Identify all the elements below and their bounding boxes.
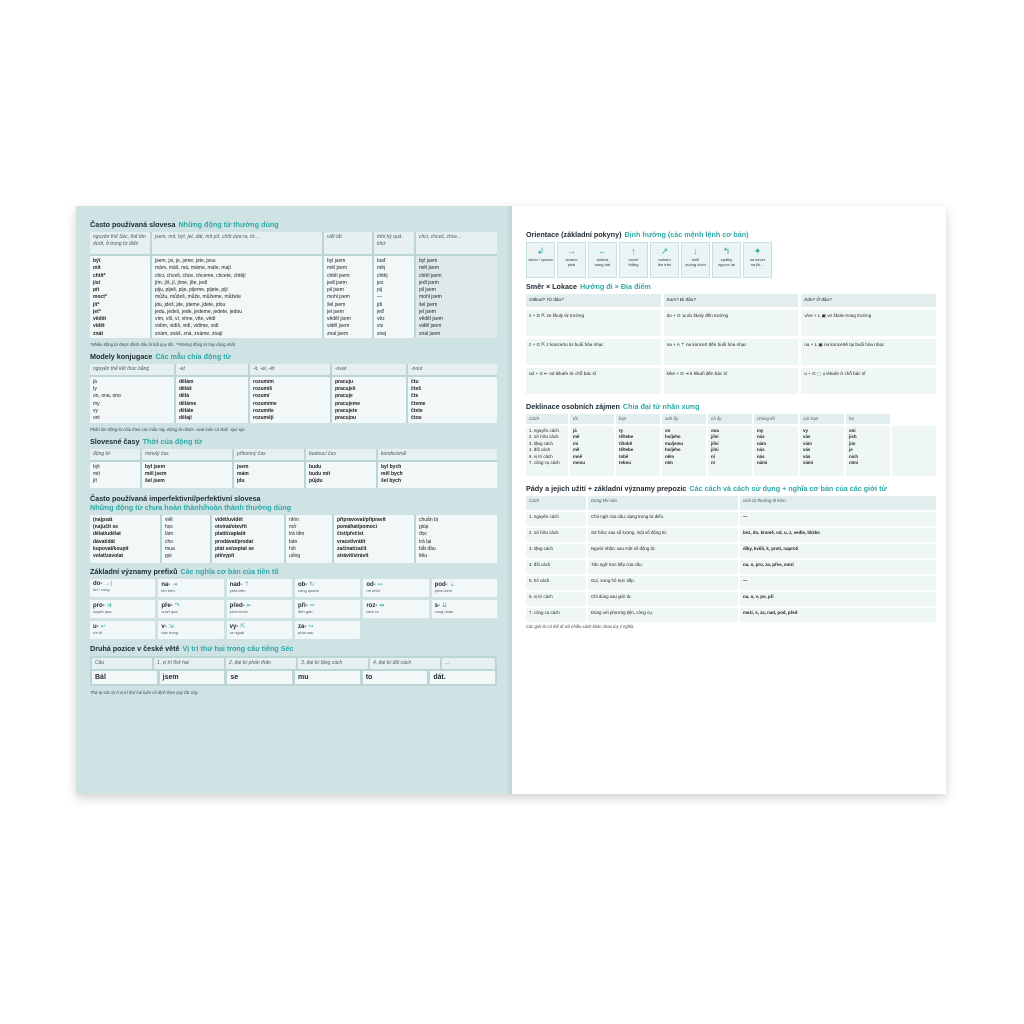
- prefix-icon: ↩: [100, 623, 106, 630]
- case-row: [526, 576, 936, 590]
- case-row: [526, 592, 936, 606]
- section-orientation-title: Orientace (základní pokyny) Định hướng (các mệnh lệnh cơ bản): [526, 230, 749, 239]
- pronoun-column: ty tě/tebe ti/tobě tě/tebe tobě tebou: [616, 426, 660, 476]
- pronoun-header-cell: các bạn: [800, 414, 844, 424]
- aspect-table: (na)psát (na)učit se dělat/udělat dávat/dát kupovat/koupit volat/zavolat viết học làm cho mua gọi vidět/uvidět otvírat/otevřít platit/zaplatit prodávat/prodat ptát se/zeptat se pít/vypít nhìn mở trả tiền bán hỏi uống připravovat/připravit pomáhat/pomoci číst/přečíst vracet/vrátit začínat/začít strávit/strávit chuẩn bị giúp đọc trả lại bắt đầu tiêu: [90, 515, 497, 563]
- direction-arrow-icon: ✦: [753, 246, 762, 256]
- cases-header: Cách Dùng khi nào Giới từ thường đi kèm: [526, 496, 936, 510]
- prefix-icon: ⇲: [168, 623, 174, 630]
- prefix-label: pro-: [93, 602, 105, 609]
- pronoun-header-cell: Cách: [526, 414, 568, 424]
- direction-label: na sever na jih…: [749, 257, 766, 267]
- pronoun-empty-cell: [892, 426, 936, 476]
- pronoun-case-column: 1. nguyên cách 2. sở hữu cách 3. tặng cách 4. đối cách 6. vị trí cách 7. công cụ cách: [526, 426, 568, 476]
- direction-item: [650, 242, 679, 278]
- section-common-verbs-title: Často používaná slovesa Những động từ thường dùng: [90, 220, 279, 229]
- pronoun-header-cell: bạn: [616, 414, 660, 424]
- direction-arrow-icon: ↲: [536, 246, 545, 256]
- prefix-icon: ⇥: [172, 581, 178, 588]
- prefix-meaning: tới / xong: [93, 586, 110, 592]
- section-aspect-title: Často používaná imperfektivní/perfektivní slovesa Những động từ chưa hoàn thành/hoàn thành thường dùng: [90, 493, 292, 512]
- prefix-item: [158, 579, 223, 597]
- prefix-label: při-: [298, 602, 308, 609]
- prefix-label: do-: [93, 580, 103, 587]
- prefix-item: [363, 600, 428, 618]
- case-cell: díky, kvůli, k, proti, naproti: [740, 544, 936, 558]
- pronoun-header: [526, 414, 936, 424]
- case-cell: na, o, pro, za, přes, mezi: [740, 560, 936, 574]
- prefix-meaning: vòng quanh: [298, 587, 319, 593]
- pronoun-header-cell: chúng tôi: [754, 414, 798, 424]
- prefix-item: [363, 579, 428, 597]
- direction-label: dolů xuống dưới: [685, 257, 706, 267]
- booklet: [76, 206, 946, 794]
- case-cell: 5. hô cách: [526, 576, 586, 590]
- prefix-icon: ⇨: [309, 602, 315, 609]
- direction-item: [526, 242, 555, 278]
- direction-arrow-icon: ←: [598, 246, 607, 256]
- prefix-label: před-: [229, 602, 245, 609]
- direction-location-cell: do + G ⇲ do školy đến trường: [664, 310, 799, 336]
- section-second-position-title: Druhá pozice v české větě Vị trí thứ hai trong câu tiếng Séc: [90, 643, 294, 653]
- tenses-table: động từ minulý čas přítomný čas budoucí čas kondicionál být mít jít byl jsem měl jsem šel jsem jsem mám jdu budu budu mít půjdu byl bych měl bych šel bych: [90, 449, 497, 488]
- pronoun-column: vy vás vám vás vás vámi: [800, 426, 844, 476]
- prefix-icon: ⇹: [379, 602, 385, 609]
- prefix-label: ob-: [298, 581, 308, 588]
- direction-label: zpátky ngược lại: [718, 257, 735, 267]
- prefix-label: roz-: [366, 602, 378, 609]
- word-6: dát.: [430, 671, 495, 684]
- word-1: Bál: [92, 671, 157, 684]
- pronoun-header-cell: anh ấy: [662, 414, 706, 424]
- direction-location-grid: [526, 310, 936, 394]
- prefix-meaning: phía sau: [298, 629, 314, 635]
- section-conjugation-title: Modely konjugace Các mẫu chia động từ: [90, 351, 231, 361]
- prefix-meaning: phía dưới: [434, 587, 452, 593]
- direction-location-cell: na + A ⇡ na koncert đến buổi hòa nhạc: [664, 339, 799, 365]
- conjugation-table: nguyên thể kết thúc bằng -at -it, -et, -ět -ovat -nout já ty on, ona, ono my vy oni dělám děláš dělá děláme děláte dělají rozumím rozumíš rozumí rozumíme rozumíte rozumějí pracuju pracuješ pracuje pracujeme pracujete pracujou čtu čteš čte čteme čtete čtou: [90, 364, 497, 423]
- case-cell: Người nhận; sau một số động từ.: [588, 544, 738, 558]
- right-page: [511, 206, 946, 794]
- prefix-icon: ↻: [309, 581, 315, 588]
- direction-label: doleva sang trái: [594, 257, 611, 267]
- case-cell: Chủ ngữ của câu; dạng trong từ điển.: [588, 512, 738, 526]
- prefix-meaning: lên trên: [161, 587, 175, 593]
- case-row: [526, 544, 936, 558]
- pronoun-column: já mě mi mě mně mnou: [570, 426, 614, 476]
- direction-location-cell: v/ve + L ▣ ve škole trong trường: [801, 310, 936, 336]
- case-cell: 4. đối cách: [526, 560, 586, 574]
- pronoun-column: my nás nám nás nás námi: [754, 426, 798, 476]
- prefix-item: [158, 600, 223, 618]
- prefix-meaning: tách ra: [366, 608, 379, 614]
- direction-location-header: Odkud? Từ đâu? Kam? Đi đâu? Kde? Ở đâu?: [526, 294, 936, 307]
- section-prefixes-title: Základní významy prefixů Các nghĩa cơ bản của tiền tố: [90, 566, 279, 576]
- prefix-item: [432, 600, 497, 618]
- prefix-label: s-: [434, 602, 440, 609]
- prefix-icon: ↤: [377, 581, 383, 588]
- second-position-table: Câu 1. vị trí thứ hai 2. đại từ phản thân 3. đại từ tặng cách 4. đại từ đối cách … Bál jsem se mu to dát.: [90, 656, 497, 686]
- case-cell: —: [740, 512, 936, 526]
- prefix-meaning: vào trong: [161, 629, 179, 635]
- case-cell: mezi, s, za, nad, pod, před: [740, 608, 936, 622]
- direction-location-cell: u + G ⬚ u lékaře ở chỗ bác sĩ: [801, 368, 936, 394]
- direction-location-cell: od + G ⇤ od lékaře từ chỗ bác sĩ: [526, 368, 661, 394]
- word-4: mu: [295, 671, 360, 684]
- direction-location-cell: k/ke + D ⇥ k lékaři đến bác sĩ: [664, 368, 799, 394]
- section-tenses-title: Slovesné časy Thời của động từ: [90, 436, 202, 446]
- pronoun-column: on ho/jeho mu/jemu ho/jeho něm ním: [662, 426, 706, 476]
- pronoun-column: oni jich jim je nich nimi: [846, 426, 890, 476]
- prefix-meaning: vượt qua: [161, 608, 178, 614]
- word-5: to: [363, 671, 428, 684]
- case-cell: Sở hữu; sau số lượng, một số động từ.: [588, 528, 738, 542]
- prefix-label: na-: [161, 581, 171, 588]
- case-row: [526, 608, 936, 622]
- direction-arrow-icon: ↑: [631, 246, 636, 256]
- pronoun-table: [526, 426, 936, 476]
- direction-arrow-icon: →: [567, 246, 576, 256]
- prefix-item: [295, 579, 360, 597]
- prefix-item: [90, 579, 155, 597]
- prefix-meaning: xuyên qua: [93, 608, 112, 614]
- prefix-item: [295, 621, 360, 639]
- case-cell: 1. nguyên cách: [526, 512, 586, 526]
- common-verbs-table: nguyên thể Séc, thể tồn dưới, ở trong từ điển jsem, mít, být, jet, dát, mít pít, chtít dựa ra, tớ… viết tắt thời kỳ quá khứ chci, chceš, chce… být mít chtít* jíst pít moct* jít* jet* vědět vidět znát jsem, jsi, je, jsme, jste, jsou mám, máš, má, máme, máte, mají chci, chceš, chce, chceme, chcete, chtějí jím, jíš, jí, jíme, jíte, jedí piju, piješ, pije, pijeme, pijete, pijí můžu, můžeš, může, můžeme, můžete jdu, jdeš, jde, jdeme, jdete, jdou jedu, jedeš, jede, jedeme, jedete, jedou vím, víš, ví, víme, víte, vědí vidím, vidíš, vidí, vidíme, vidí znám, znáš, zná, známe, znají byl jsem měl jsem chtěl jsem jedl jsem pil jsem mohl jsem šel jsem jel jsem věděl jsem viděl jsem znal jsem buď měj chtěj jez pij — jdi jeď věz viz znej byl jsem měl jsem chtěl jsem jedl jsem pil jsem mohl jsem šel jsem jel jsem věděl jsem viděl jsem znal jsem: [90, 232, 497, 338]
- prefix-item: [90, 621, 155, 639]
- directions-row: [526, 242, 936, 278]
- prefix-item: [227, 600, 292, 618]
- pronoun-header-cell: họ: [846, 414, 890, 424]
- prefix-item: [227, 621, 292, 639]
- left-page: [76, 206, 511, 794]
- prefix-icon: ⇣: [449, 581, 455, 588]
- direction-item: [619, 242, 648, 278]
- prefix-icon: ↪: [308, 623, 314, 630]
- direction-item: [743, 242, 772, 278]
- direction-arrow-icon: ↰: [722, 246, 731, 256]
- pronoun-column: ona jí/ní jí/ní ji/ni ní ní: [708, 426, 752, 476]
- second-position-note: Thứ tự các từ ở vị trí thứ hai luôn cố định theo quy tắc này.: [90, 690, 199, 696]
- prefix-label: u-: [93, 623, 99, 630]
- direction-label: rovně thẳng: [628, 257, 639, 267]
- prefix-meaning: đến gần: [298, 608, 313, 614]
- prefix-grid: [90, 579, 497, 639]
- direction-item: [588, 242, 617, 278]
- prefix-label: od-: [366, 581, 376, 588]
- prefix-icon: ↷: [174, 602, 180, 609]
- direction-item: [681, 242, 710, 278]
- case-cell: Gọi, xưng hô trực tiếp.: [588, 576, 738, 590]
- direction-arrow-icon: ↓: [693, 246, 698, 256]
- prefix-meaning: ra ngoài: [229, 629, 245, 635]
- case-cell: na, o, v, po, při: [740, 592, 936, 606]
- prefix-item: [158, 621, 223, 639]
- section-cases-title: Pády a jejich užití + základní významy prepozic Các cách và cách sử dụng + nghĩa cơ bản của các giới từ: [526, 484, 887, 494]
- prefix-meaning: rời đi: [93, 629, 103, 635]
- prefix-meaning: rời khỏi: [366, 587, 380, 593]
- direction-label: vlevo / vpravo: [528, 257, 553, 262]
- common-verbs-note: *Nhiều động từ được đánh dấu là bất quy tắc. **Những động từ hay dùng nhất.: [90, 342, 237, 347]
- word-2: jsem: [160, 671, 225, 684]
- direction-item: [557, 242, 586, 278]
- case-row: [526, 528, 936, 542]
- prefix-icon: ⇉: [106, 602, 112, 609]
- prefix-item: [90, 600, 155, 618]
- prefix-icon: →|: [104, 580, 112, 587]
- pronoun-header-cell: cô ấy: [708, 414, 752, 424]
- prefix-icon: ⇡: [244, 581, 250, 588]
- prefix-icon: ⇊: [442, 602, 448, 609]
- direction-label: nahoru lên trên: [657, 257, 672, 267]
- case-cell: —: [740, 576, 936, 590]
- prefix-meaning: phía trên: [229, 587, 246, 593]
- case-cell: 7. công cụ cách: [526, 608, 586, 622]
- prefix-label: pod-: [434, 581, 448, 588]
- prefix-label: vy-: [229, 623, 239, 630]
- direction-location-cell: na + L ▣ na koncertě tại buổi hòa nhạc: [801, 339, 936, 365]
- prefix-icon: ⇱: [240, 623, 246, 630]
- section-direction-location-title: Směr × Lokace Hướng đi × Địa điểm: [526, 282, 651, 291]
- case-cell: Chỉ dùng sau giới từ.: [588, 592, 738, 606]
- pronoun-header-cell: tôi: [570, 414, 614, 424]
- case-cell: bez, do, kromě, od, u, z, vedle, blízko: [740, 528, 936, 542]
- direction-item: [712, 242, 741, 278]
- direction-label: vpravo phải: [565, 257, 578, 267]
- cases-note: Các giới từ có thể đi với nhiều cách khác nhau tùy ý nghĩa.: [526, 624, 635, 630]
- case-row: [526, 560, 936, 574]
- prefix-meaning: cùng nhau: [434, 608, 454, 614]
- case-cell: 2. sở hữu cách: [526, 528, 586, 542]
- direction-location-cell: z + G ⇱ ze školy từ trường: [526, 310, 661, 336]
- prefix-label: v-: [161, 623, 167, 630]
- direction-location-cell: z + G ⇱ z koncertu từ buổi hòa nhạc: [526, 339, 661, 365]
- prefix-meaning: phía trước: [229, 608, 249, 614]
- prefix-label: pře-: [161, 602, 173, 609]
- case-cell: 3. tặng cách: [526, 544, 586, 558]
- prefix-item: [432, 579, 497, 597]
- prefix-item: [227, 579, 292, 597]
- prefix-label: za-: [298, 623, 307, 630]
- prefix-label: nad-: [229, 581, 243, 588]
- cases-table: [526, 512, 936, 622]
- word-3: se: [227, 671, 292, 684]
- prefix-icon: ⇤: [246, 602, 252, 609]
- direction-arrow-icon: ↗: [660, 246, 669, 256]
- conjugation-note: Phần lớn động từ chia theo các mẫu này. Động từ nhóm -ovat luôn có đuôi -uju/-uje.: [90, 426, 246, 432]
- section-pronouns-title: Deklinace osobních zájmen Chia đại từ nhân xưng: [526, 401, 700, 411]
- prefix-item: [295, 600, 360, 618]
- case-cell: Tân ngữ trực tiếp của câu.: [588, 560, 738, 574]
- case-row: [526, 512, 936, 526]
- case-cell: 6. vị trí cách: [526, 592, 586, 606]
- case-cell: Dùng với phương tiện, công cụ.: [588, 608, 738, 622]
